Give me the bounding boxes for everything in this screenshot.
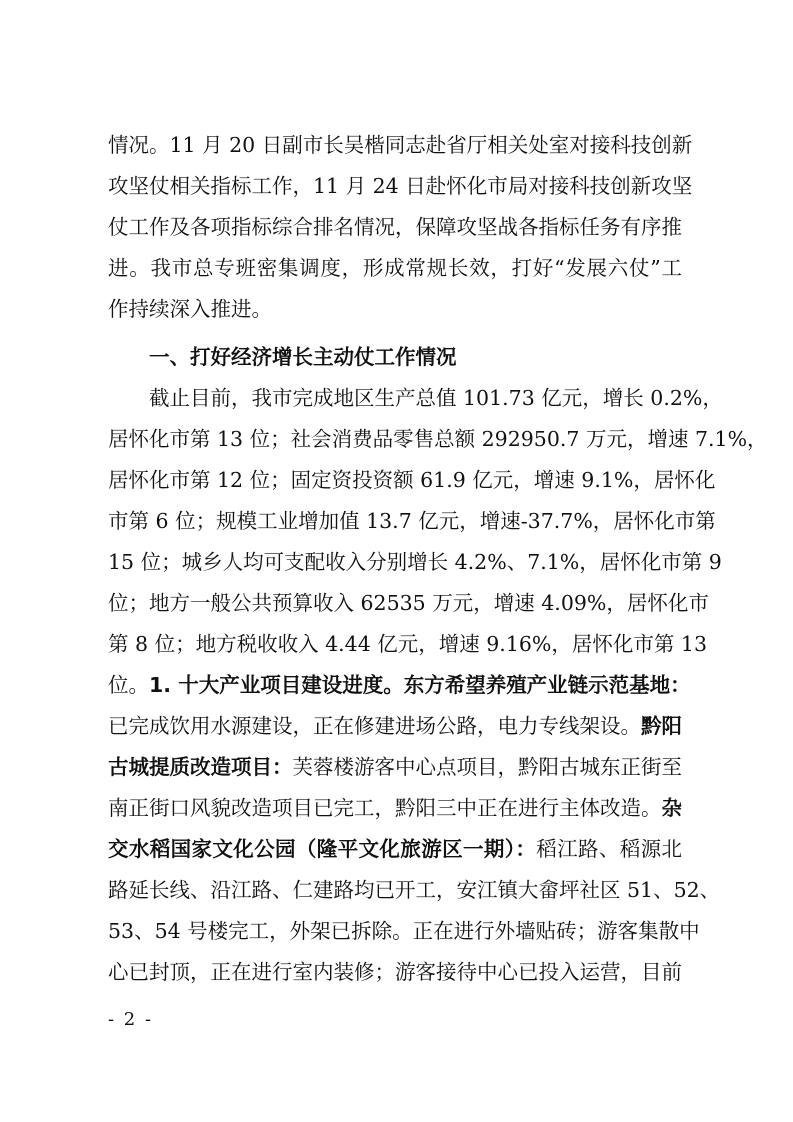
body-text-line (108, 665, 691, 706)
page-number: - 2 - (108, 1009, 154, 1030)
body-text-line: 攻坚仗相关指标工作，11 月 24 日赴怀化市局对接科技创新攻坚 (108, 174, 693, 198)
bold-text-run: 交水稻国家文化公园（隆平文化旅游区一期）： (108, 837, 537, 861)
text-run: 稻江路、稻源北 (536, 837, 683, 861)
bold-text-run: 古城提质改造项目： (108, 755, 293, 779)
body-text-line: 第 8 位；地方税收收入 4.44 亿元，增速 9.16%，居怀化市第 13 (108, 632, 707, 656)
text-run: 位。 (108, 673, 149, 697)
body-text-line: 15 位；城乡人均可支配收入分别增长 4.2%、7.1%，居怀化市第 9 (108, 550, 722, 574)
body-text-line: 市第 6 位；规模工业增加值 13.7 亿元，增速-37.7%，居怀化市第 (108, 509, 716, 533)
body-text-line: 路延长线、沿江路、仁建路均已开工，安江镇大畲坪社区 51、52、 (108, 878, 721, 902)
body-text-line: 截止目前，我市完成地区生产总值 101.73 亿元，增长 0.2%， (149, 386, 723, 410)
text-run: 芙蓉楼游客中心点项目，黔阳古城东正街至 (292, 755, 682, 779)
body-text-line: 仗工作及各项指标综合排名情况，保障攻坚战各指标任务有序推 (108, 215, 682, 239)
text-run: 已完成饮用水源建设，正在修建进场公路，电力专线架设。 (108, 714, 641, 738)
body-text-line: 作持续深入推进。 (108, 297, 272, 321)
body-text-line: 心已封顶，正在进行室内装修；游客接待中心已投入运营，目前 (108, 960, 682, 984)
bold-text-run: 1. 十大产业项目建设进度。东方希望养殖产业链示范基地： (149, 673, 691, 697)
body-text-line (108, 747, 682, 788)
text-run: 南正街口风貌改造项目已完工，黔阳三中正在进行主体改造。 (108, 796, 662, 820)
body-text-line: 居怀化市第 12 位；固定资投资额 61.9 亿元，增速 9.1%，居怀化 (108, 468, 716, 492)
body-text-line (108, 706, 682, 747)
body-text-line: 53、54 号楼完工，外架已拆除。正在进行外墙贴砖；游客集散中 (108, 919, 700, 943)
bold-text-run: 杂 (661, 796, 682, 820)
body-text-line (108, 788, 682, 829)
body-text-line (108, 829, 682, 870)
body-text-line: 进。我市总专班密集调度，形成常规长效，打好“发展六仗”工 (108, 256, 682, 280)
body-text-line: 居怀化市第 13 位；社会消费品零售总额 292950.7 万元，增速 7.1%， (108, 427, 768, 451)
body-text-line: 情况。11 月 20 日副市长吴楷同志赴省厅相关处室对接科技创新 (108, 133, 693, 157)
section-heading: 一、打好经济增长主动仗工作情况 (149, 345, 457, 369)
body-text-line: 位；地方一般公共预算收入 62535 万元，增速 4.09%，居怀化市 (108, 591, 709, 615)
bold-text-run: 黔阳 (641, 714, 682, 738)
